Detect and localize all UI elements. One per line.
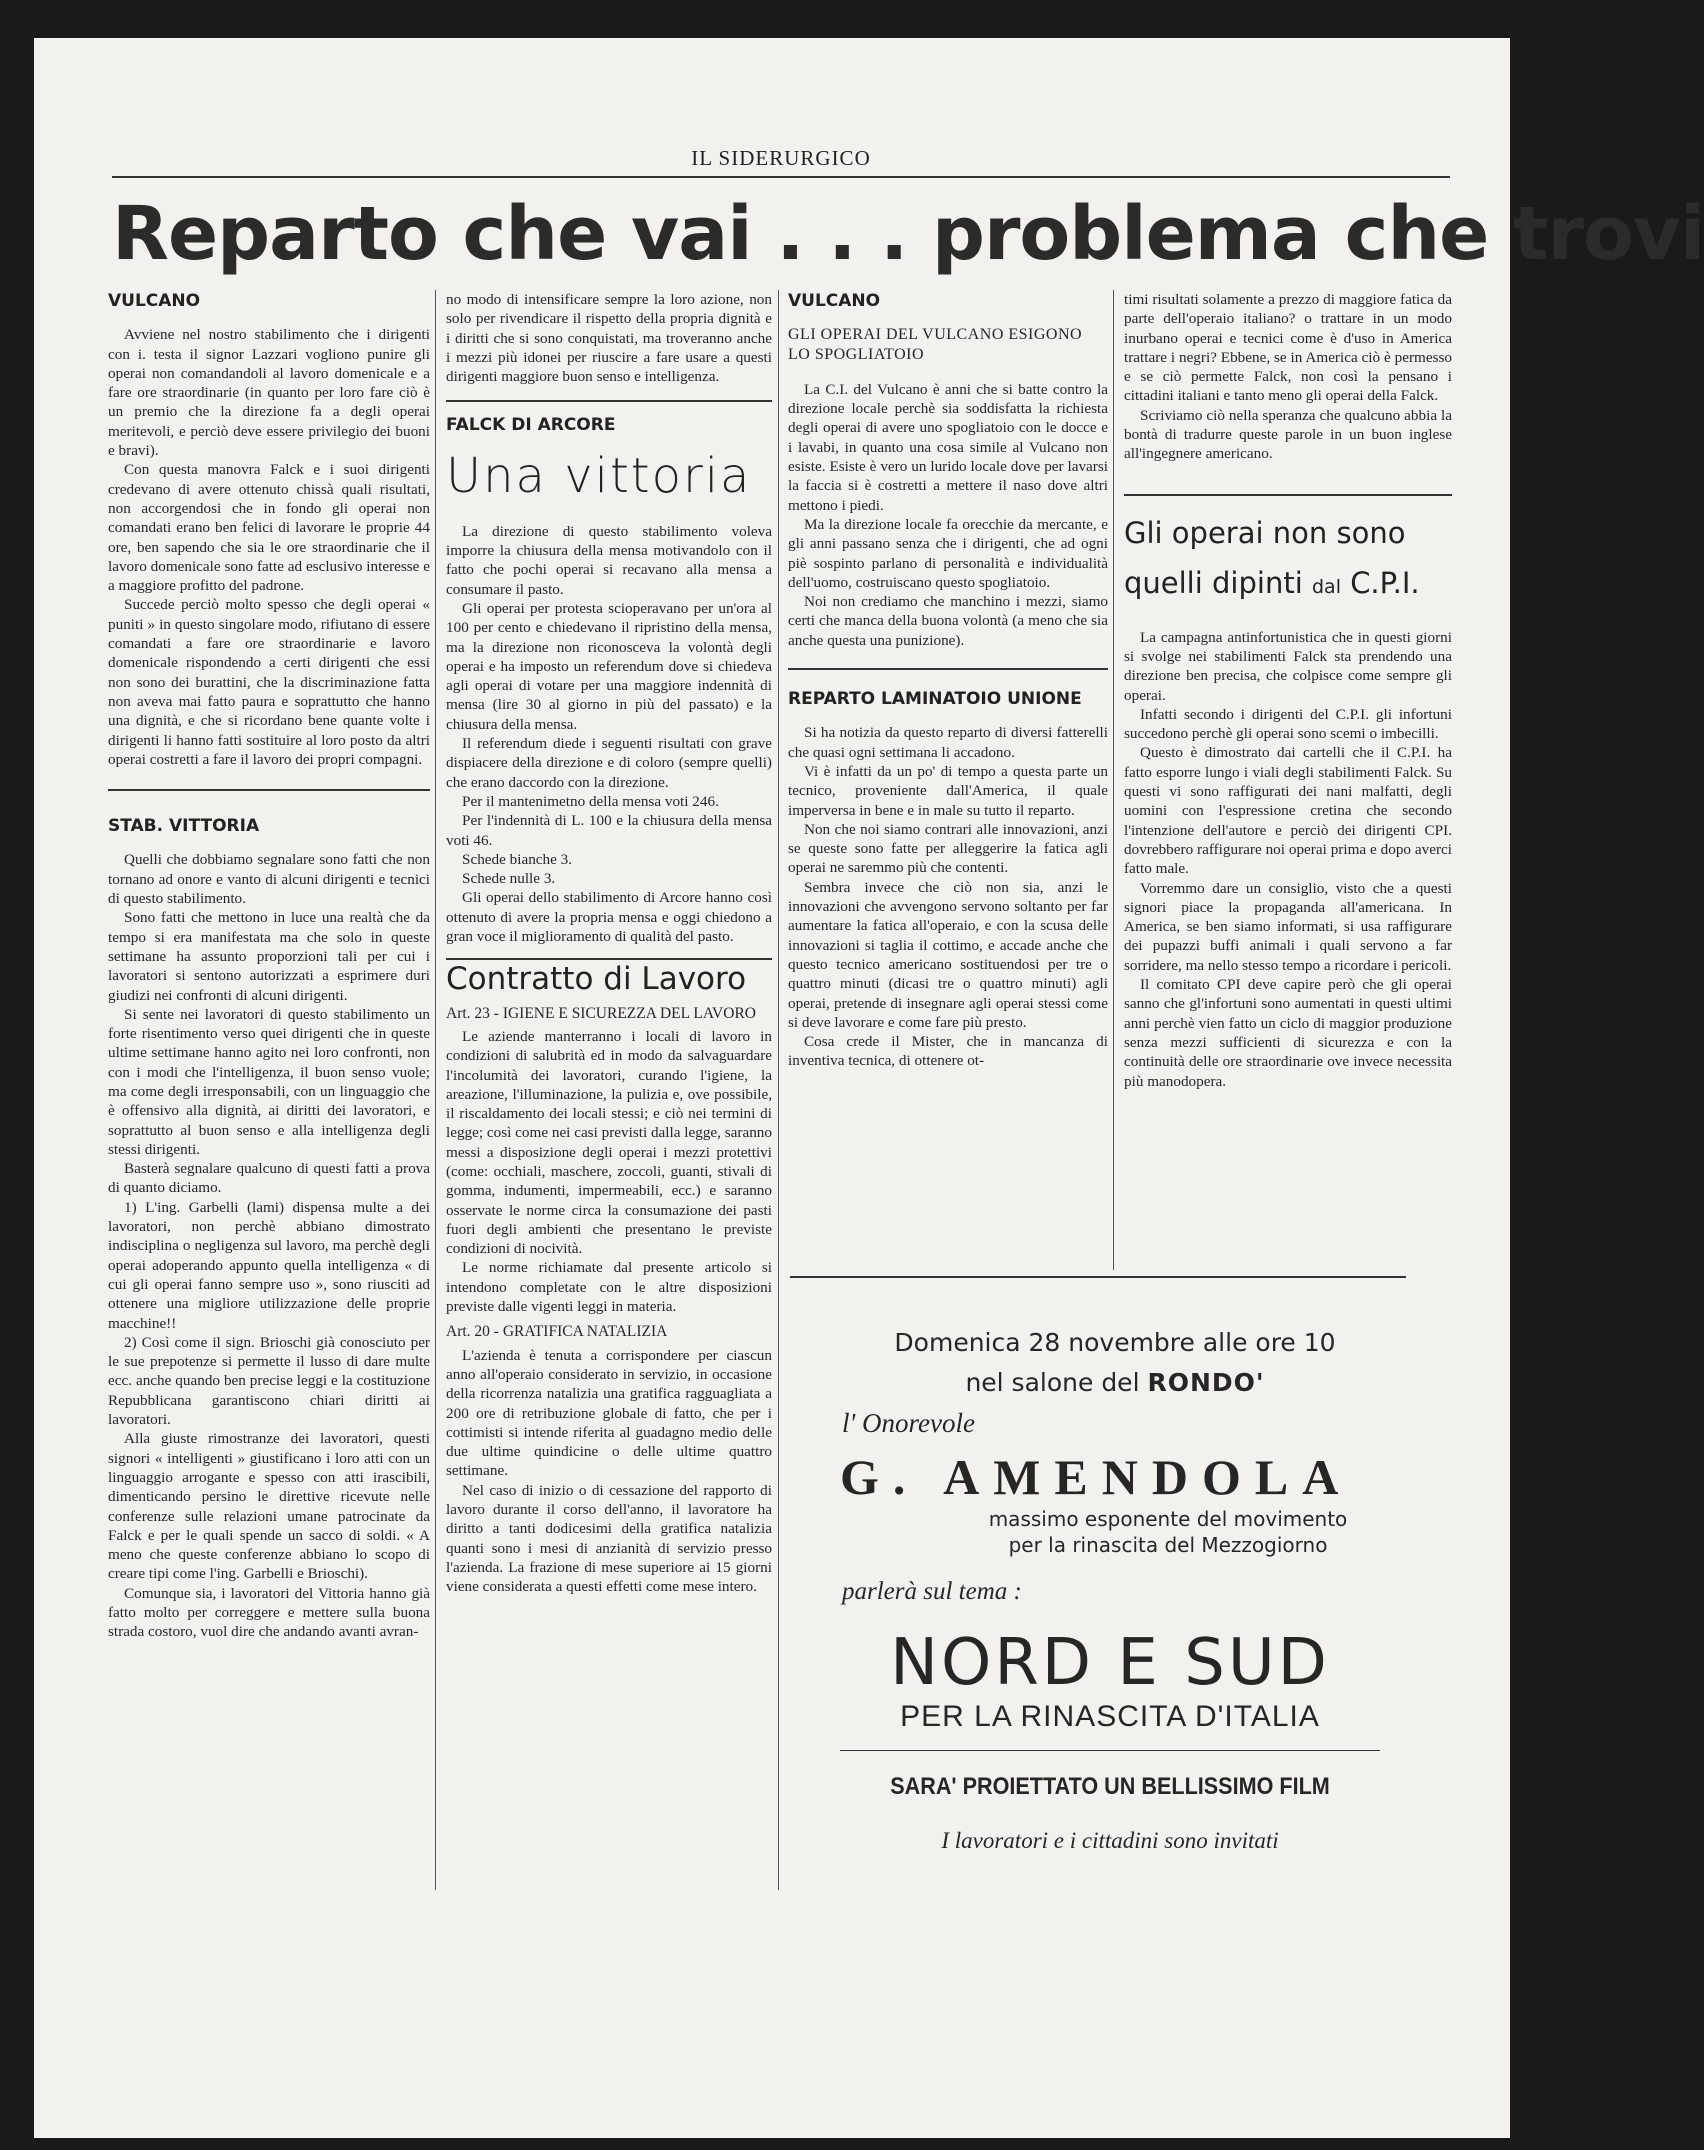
paragraph: Gli operai per protesta scioperavano per un'ora al 100 per cento e chiedevano il ripristino della mensa, ma la direzione non riconosceva la volontà degli operai e ha imposto un referendum dove si chiedeva agli operai di votare per una maggiore indennità di mensa (lire 30 al giorno in più del passato) e la chiusura della mensa. [446, 599, 772, 733]
article-title-small: dal [1311, 575, 1341, 598]
paragraph: L'azienda è tenuta a corrispondere per ciascun anno all'operaio considerato in servizio, in occasione della ricorrenza natalizia una gratifica ragguagliata a 200 ore di retribuzione globale di fatto, che per i cottimisti si intende riferita al guadagno medio delle due ultime quindicine o delle ultime quattro settimane. [446, 1346, 772, 1480]
paragraph: Gli operai dello stabilimento di Arcore hanno così ottenuto di avere la propria mensa e oggi chiedono a gran voce il miglioramento di qualità del pasto. [446, 889, 772, 946]
article-title: Contratto di Lavoro [446, 961, 747, 998]
article-title-line: C.P.I. [1350, 565, 1420, 600]
section-heading: VULCANO [108, 291, 201, 311]
paragraph: Nel caso di inizio o di cessazione del rapporto di lavoro durante il corso dell'anno, il lavoratore ha diritto a tanti dodicesimi della gratifica natalizia quanti sono i mesi di anzianità di servizio presso l'azienda. La frazione di mese superiore ai 15 giorni viene considerata a questi effetti come mese intero. [446, 1481, 772, 1596]
article-subheading: GLI OPERAI DEL VULCANO ESIGONO LO SPOGLIATOIO [788, 326, 1083, 363]
paragraph: Non che noi siamo contrari alle innovazioni, anzi se queste sono fatte per alleggerire la fatica agli operai ne saremmo più che contenti. [788, 820, 1108, 877]
head-rule [112, 176, 1450, 178]
article-title [1124, 508, 1452, 612]
paragraph: Si ha notizia da questo reparto di diversi fatterelli che quasi ogni settimana li accadono. [788, 724, 1108, 761]
venue-name: RONDO' [1147, 1368, 1265, 1397]
paragraph: Infatti secondo i dirigenti del C.P.I. gli infortuni succedono perchè gli operai sono scemi o imbecilli. [1124, 705, 1452, 743]
paragraph: Avviene nel nostro stabilimento che i dirigenti con i. testa il signor Lazzari vogliono punire gli operai non comandandoli al lavoro domenicale e a fare ore straordinarie (in quanto per loro fare ciò è un premio che la direzione fa a degli operai meritevoli, e perciò deve essere privilegio dei buoni e bravi). [108, 326, 430, 460]
paragraph: Vorremmo dare un consiglio, visto che a questi signori piace la propaganda all'americana. In America, se ben siamo informati, si usa raffigurare dei pupazzi buffi animali i quali servono a far sorridere, ma nello stesso tempo a ricordare i pericoli. [1124, 879, 1452, 974]
paragraph: Scriviamo ciò nella speranza che qualcuno abbia la bontà di tradurre queste parole in un buon inglese all'ingegnere americano. [1124, 406, 1452, 463]
speaker-description-line: massimo esponente del movimento [988, 1507, 1348, 1531]
column-1 [108, 290, 430, 1900]
paragraph: Sono fatti che mettono in luce una realtà che da tempo si era manifestata ma che solo in queste settimane ha assunto proporzioni tali per cui i lavoratori si sentono autorizzati a esprimere duri giudizi nei confronti di alcuni dirigenti. [108, 909, 430, 1004]
section-rule [108, 789, 430, 791]
section-rule [1124, 494, 1452, 496]
paragraph: Quelli che dobbiamo segnalare sono fatti che non tornano ad onore e vanto di alcuni dirigenti e tecnici di questo stabilimento. [108, 851, 430, 908]
running-head: IL SIDERURGICO [691, 146, 871, 170]
article-title: Una vittoria [446, 447, 752, 504]
paragraph: Sembra invece che ciò non sia, anzi le innovazioni che avvengono servono soltanto per far aumentare la fatica all'operaio, e con la scusa delle innovazioni si taglia il cottimo, e accade anche che questo tecnico americano sostituendosi per tre o quattro minuti (dicasi tre o quattro minuti) agli operai, pretende di insegnare agli operai stessi come si deve lavorare e come fare più presto. [788, 878, 1108, 1031]
article-subheading: Art. 23 - IGIENE E SICUREZZA DEL LAVORO [446, 1004, 756, 1022]
speaker-description [968, 1506, 1368, 1558]
paragraph: Questo è dimostrato dai cartelli che il C.P.I. ha fatto esporre lungo i viali degli stabilimenti Falck. Su questi vi sono raffigurati dei nani malfatti, degli uomini con l'espressione cretina che secondo l'intenzione dell'autore e perciò dei dirigenti CPI. dovrebbero raffigurare noi operai prima e dopo averci fatto male. [1124, 744, 1452, 878]
paragraph: Per l'indennità di L. 100 e la chiusura della mensa voti 46. [446, 812, 772, 849]
paragraph: 1) L'ing. Garbelli (lami) dispensa multe a dei lavoratori, non perchè abbiano dimostrato indisciplina o negligenza sul lavoro, ma perchè degli operai adoperando appunto quella intelligenza « di cui gli operai fanno sempre uso », sono riusciti ad ottenere una migliore utilizzazione delle proprie macchine!! [108, 1198, 430, 1332]
column-4 [1124, 290, 1452, 1266]
paragraph: Le aziende manterranno i locali di lavoro in condizioni di salubrità ed in modo da salvaguardare l'incolumità dei lavoratori, curando l'igiene, la areazione, l'illuminazione, la pulizia e, ove possibile, il riscaldamento dei locali stessi; e ciò nei termini di legge; così come nei casi previsti dalla legge, saranno messi a disposizione degli operai i mezzi protettivi (come: occhiali, maschere, zoccoli, guanti, stivali di gomma, indumenti, impermeabili, ecc.) e saranno osservate le norme circa la consumazione dei pasti fuori degli ambienti che presentano le previste condizioni di nocività. [446, 1027, 772, 1258]
announcement-date: Domenica 28 novembre alle ore 10 [894, 1328, 1336, 1357]
column-2 [446, 290, 772, 1900]
paragraph: La campagna antinfortunistica che in questi giorni si svolge nei stabilimenti Falck sta prendendo una direzione ben precisa, che colpisce come sempre gli operai. [1124, 628, 1452, 704]
article-title-line: Gli operai non sono [1124, 515, 1406, 550]
speaker-title: l' Onorevole [842, 1408, 975, 1438]
announcement-venue [845, 1368, 1385, 1397]
section-heading: STAB. VITTORIA [108, 816, 260, 837]
section-rule [788, 668, 1108, 670]
paragraph: no modo di intensificare sempre la loro azione, non solo per rivendicare il rispetto della propria dignità e i diritti che si sono conquistati, ma troveranno anche i mezzi più idonei per riuscire a fare usare a questi dirigenti maggiore buon senso e intelligenza. [446, 291, 772, 386]
paragraph: Alla giuste rimostranze dei lavoratori, questi signori « intelligenti » giustificano i loro atti con un linguaggio arrogante e spesso con atti irascibili, dimenticando persino le direttive ricevute nelle conferenze sulle relazioni umane patrocinate da Falck e per le quali spende un sacco di soldi. « A meno che queste conferenze abbiano lo scopo di creare tipi come l'ing. Garbelli e Brioschi). [108, 1430, 430, 1583]
paragraph: Con questa manovra Falck e i suoi dirigenti credevano di avere ottenuto chissà quali risultati, non accorgendosi che in fondo gli operai non comandati erano ben felici di lavorare le proprie 44 ore, ben sapendo che sia le ore straordinarie che il lavoro domenicale sono fatte ad esclusivo interesse e a maggiore profitto del padrone. [108, 461, 430, 595]
paragraph: La direzione di questo stabilimento voleva imporre la chiusura della mensa motivandolo con il fatto che pochi operai si recavano alla mensa a consumare il pasto. [446, 522, 772, 598]
section-heading: FALCK DI ARCORE [446, 415, 616, 436]
article-subheading: Art. 20 - GRATIFICA NATALIZIA [446, 1323, 668, 1341]
paragraph: Vi è infatti da un po' di tempo a questa parte un tecnico, proveniente dall'America, il quale imperversa in bene e in male su tutto il reparto. [788, 762, 1108, 819]
speaker-name: G. AMENDOLA [840, 1449, 1353, 1505]
column-3 [788, 290, 1108, 1266]
paragraph: Succede perciò molto spesso che degli operai « puniti » in questo singolare modo, rifiutano di essere comandati a fare ore straordinarie e lavoro domenicale rispondendo a certi dirigenti che essi non sono dei burattini, che la discriminazione fatta non aveva mai fatto paura e soprattutto che hanno una dignità, e che si ricordano bene quante volte i dirigenti li hanno fatti sostituire al loro posto da altri operai costretti a fare il lavoro dei propri compagni. [108, 596, 430, 768]
column-rule [778, 290, 779, 1890]
paragraph: Per il mantenimetno della mensa voti 246. [462, 792, 719, 810]
paragraph: Cosa crede il Mister, che in mancanza di inventiva tecnica, di ottenere ot- [788, 1033, 1108, 1070]
column-rule [435, 290, 436, 1890]
film-note: SARA' PROIETTATO UN BELLISSIMO FILM [890, 1773, 1330, 1800]
paragraph: Ma la direzione locale fa orecchie da mercante, e gli anni passano senza che i dirigenti, che ad ogni piè sospinto parlano di personalità e individualità dell'uomo, costruiscano questo spogliatoio. [788, 515, 1108, 591]
section-rule [446, 400, 772, 402]
paragraph: La C.I. del Vulcano è anni che si batte contro la direzione locale perchè sia soddisfatta la richiesta degli operai di avere uno spogliatoio con le docce e i lavabi, in quanto una cosa simile al Vulcano non esiste. Esiste è vero un lurido locale dove per lavarsi la faccia si è costretti a mettere il naso dove altri mettono i piedi. [788, 380, 1108, 514]
paragraph: Il referendum diede i seguenti risultati con grave dispiacere della direzione e di coloro (sempre quelli) che erano daccordo con la direzione. [446, 735, 772, 791]
section-heading: VULCANO [788, 291, 881, 311]
column-rule [1113, 290, 1114, 1270]
paragraph: Le norme richiamate dal presente articolo si intendono completate con le altre disposizioni previste dalle vigenti leggi in materia. [446, 1259, 772, 1316]
paragraph: Schede bianche 3. [462, 850, 573, 868]
speaker-description-line: per la rinascita del Mezzogiorno [1008, 1533, 1328, 1557]
topic-title: NORD E SUD [890, 1626, 1330, 1700]
paragraph: Comunque sia, i lavoratori del Vittoria hanno già fatto molto per correggere e mettere sulla buona strada costoro, vuol dire che andando avanti avran- [108, 1584, 430, 1641]
topic-intro: parlerà sul tema : [842, 1578, 1022, 1605]
event-announcement [790, 1276, 1406, 1900]
paragraph: 2) Così come il sign. Brioschi già conosciuto per le sue prepotenze si permette il lusso di dare multe ecc. anche quando ben precise leggi e la costituzione Repubblicana garantiscono chiari diritti ai lavoratori. [108, 1333, 430, 1429]
paragraph: timi risultati solamente a prezzo di maggiore fatica da parte dell'operaio italiano? o trattare in un modo inurbano operai e tecnici come è d'uso in America trattare i negri? Ebbene, se in America ciò è permesso e se ciò permette Falck, non così la pensano i cittadini italiani e tanto meno gli operai della Falck. [1124, 291, 1452, 405]
paragraph: Schede nulle 3. [462, 870, 556, 888]
paragraph: Basterà segnalare qualcuno di questi fatti a prova di quanto diciamo. [108, 1160, 430, 1197]
invitation-note: I lavoratori e i cittadini sono invitati [941, 1828, 1279, 1853]
section-heading: REPARTO LAMINATOIO UNIONE [788, 689, 1082, 710]
paragraph: Si sente nei lavoratori di questo stabilimento un forte risentimento verso quei dirigenti che in queste ultime settimane hanno agito nei loro confronti, non con i modi che l'intelligenza, il buon senso vuole; ma come degli irresponsabili, con un linguaggio che è offensivo alla dignità, ai diritti dei lavoratori, e soprattutto al buon senso e alla intelligenza degli stessi dirigenti. [108, 1005, 430, 1158]
venue-prefix: nel salone del [965, 1368, 1140, 1397]
section-rule [446, 958, 772, 960]
paragraph: Il comitato CPI deve capire però che gli operai sanno che gl'infortuni sono aumentati in questi ultimi anni perchè vien fatto un ciclo di maggior produzione senza mezzi sufficienti di sicurezza e con la continuità delle ore straordinarie ove invece necessita più manodopera. [1124, 976, 1452, 1090]
topic-subtitle: PER LA RINASCITA D'ITALIA [900, 1700, 1320, 1733]
article-title-line: quelli dipinti [1124, 565, 1303, 600]
paragraph: Noi non crediamo che manchino i mezzi, siamo certi che manca della buona volontà (a meno che sia anche questa una punizione). [788, 593, 1108, 649]
page-headline: Reparto che vai . . . problema che trovi [112, 191, 1704, 277]
announcement-rule [840, 1750, 1380, 1751]
